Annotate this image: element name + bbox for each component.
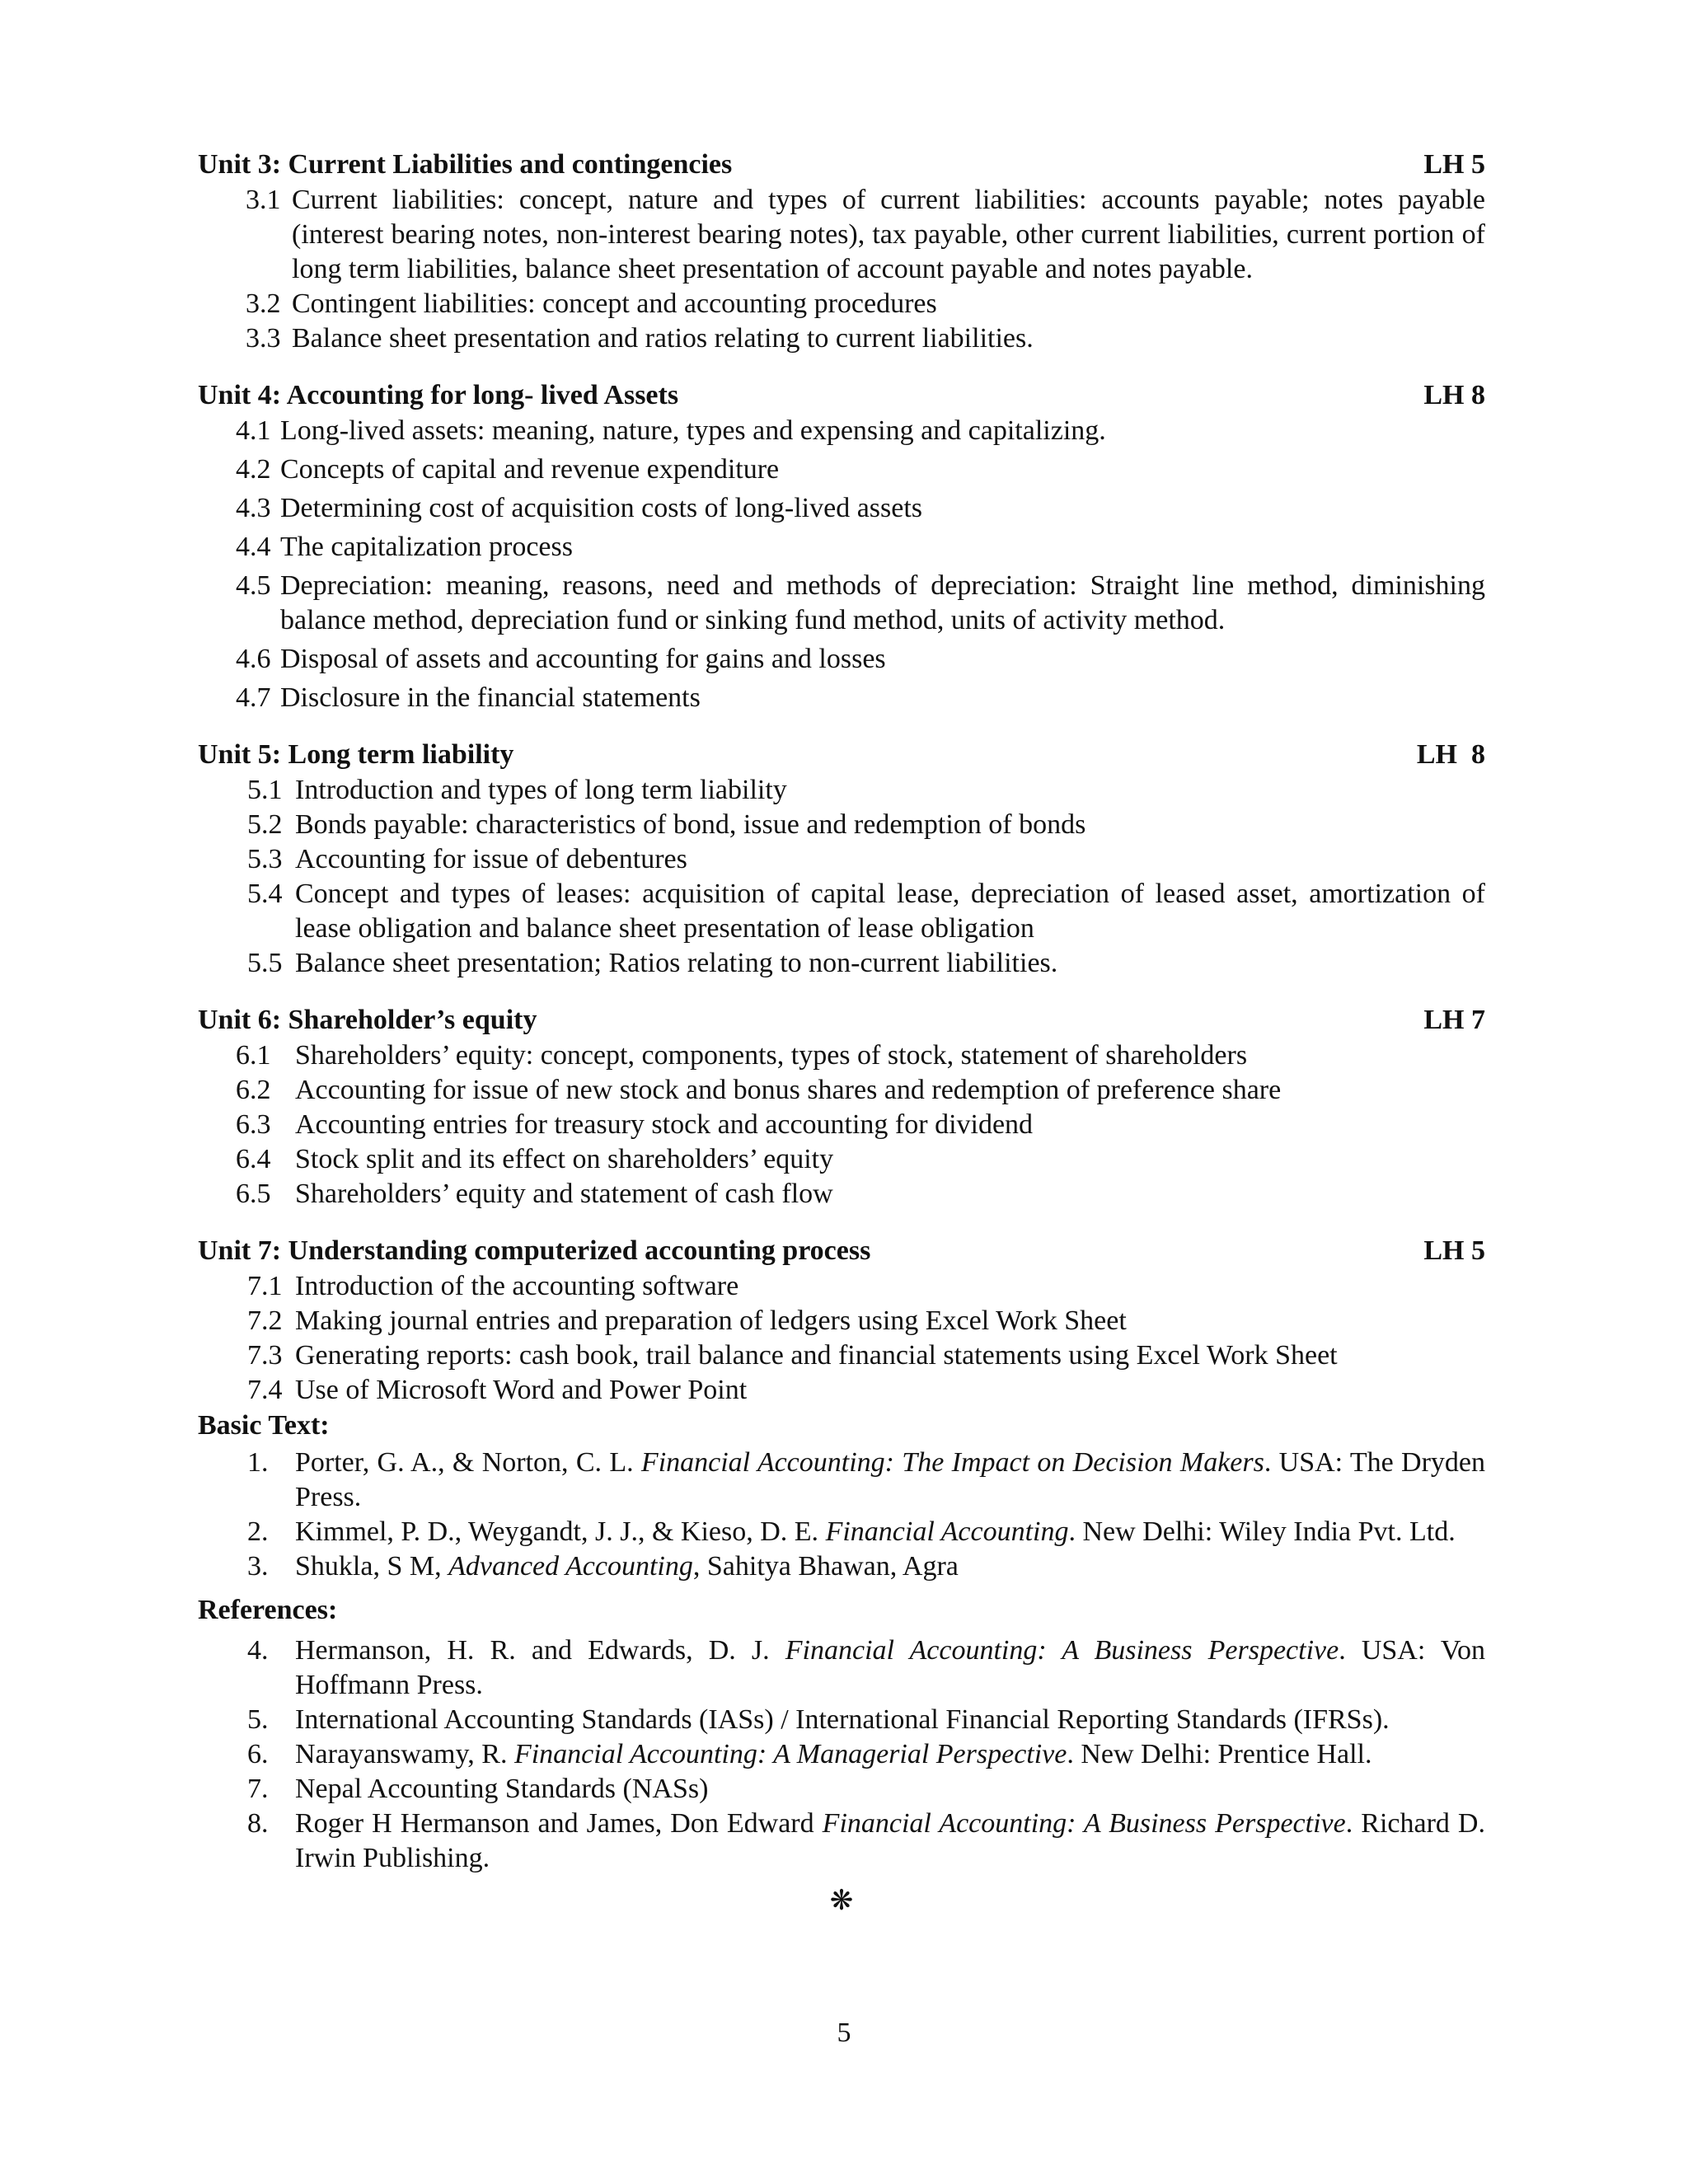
item-text: Shareholders’ equity and statement of cash flow [295,1179,833,1209]
citation [295,1807,1485,1876]
unit-heading [198,737,1485,773]
citation-title: Financial Accounting: A Managerial Perspective [513,1739,1067,1769]
list-item [198,1737,1485,1772]
list-item [198,1073,1485,1108]
item-number: 4.3 [236,493,271,523]
citation [295,1446,1485,1515]
item-number: 7.1 [247,1271,283,1301]
citation [295,1737,1485,1772]
list-item [198,1446,1485,1515]
list-item [198,1549,1485,1584]
document-page [198,147,1485,1917]
citation [295,1515,1485,1549]
unit-heading [198,1002,1485,1038]
item-number: 5. [247,1704,269,1735]
item-text: Generating reports: cash book, trail balance and financial statements using Excel Work Sheet [295,1340,1338,1371]
item-number: 6.2 [236,1075,271,1105]
citation-authors: Porter, G. A., & Norton, C. L. [295,1447,641,1478]
unit-title: Unit 5: Long term liability [198,739,514,770]
item-number: 6.3 [236,1109,271,1140]
unit-heading [198,1233,1485,1269]
citation-title: Financial Accounting: A Business Perspective [822,1808,1346,1839]
item-number: 6.4 [236,1144,271,1174]
list-item [198,1338,1485,1373]
list-item [198,321,1485,356]
item-text: Depreciation: meaning, reasons, need and methods of depreciation: Straight line method, diminishing balance method, depreciation fund or sinking fund method, units of activity method. [280,570,1485,635]
item-number: 4.1 [236,415,271,446]
item-number: 4.2 [236,454,271,485]
item-text: Concept and types of leases: acquisition of capital lease, depreciation of leased asset, amortization of lease obligation and balance sheet presentation of lease obligation [295,879,1485,944]
item-text: Balance sheet presentation and ratios relating to current liabilities. [292,323,1034,354]
list-item [198,530,1485,565]
citation-publisher: . New Delhi: Prentice Hall. [1067,1739,1372,1769]
item-number: 2. [247,1516,269,1547]
lecture-hours: LH 7 [1423,1005,1485,1035]
item-text: Shareholders’ equity: concept, components, types of stock, statement of shareholders [295,1040,1248,1071]
item-text: Long-lived assets: meaning, nature, types and expensing and capitalizing. [280,415,1106,446]
item-number: 5.4 [247,879,283,909]
unit-7-section [198,1233,1485,1408]
item-text: Current liabilities: concept, nature and types of current liabilities: accounts payable; notes payable (interest bearing notes, non-interest bearing notes), tax payable, other current liabilities, current portion of long term liabilities, balance sheet presentation of account payable and notes payable. [292,185,1485,284]
item-number: 7.4 [247,1375,283,1405]
citation-publisher: , Sahitya Bhawan, Agra [692,1551,959,1582]
item-text: Contingent liabilities: concept and accounting procedures [292,288,937,319]
lecture-hours: LH 5 [1423,1235,1485,1266]
item-text: Accounting for issue of new stock and bonus shares and redemption of preference share [295,1075,1282,1105]
unit-heading [198,147,1485,183]
citation [295,1703,1485,1737]
unit-4-section [198,377,1485,715]
references-list [198,1633,1485,1876]
list-item [198,1304,1485,1338]
list-item [198,1177,1485,1212]
basic-text-list [198,1446,1485,1584]
citation-publisher: . Richard D. Irwin Publishing. [295,1808,1485,1873]
list-item [198,773,1485,808]
unit-3-section [198,147,1485,356]
citation-title: Financial Accounting [825,1516,1069,1547]
ornament-icon: ❋ [829,1886,854,1916]
list-item [198,287,1485,321]
item-text: The capitalization process [280,532,573,562]
unit-6-section [198,1002,1485,1212]
list-item [198,183,1485,287]
unit-title: Unit 3: Current Liabilities and contingencies [198,149,733,180]
list-item [198,1633,1485,1703]
citation-publisher: . USA: The Dryden Press. [295,1447,1485,1512]
item-number: 7.3 [247,1340,283,1371]
item-number: 6.5 [236,1179,271,1209]
unit-title: Unit 4: Accounting for long- lived Assets [198,380,679,410]
item-number: 5.2 [247,809,283,840]
item-number: 6. [247,1739,269,1769]
citation [295,1633,1485,1703]
list-item [198,1703,1485,1737]
item-number: 4. [247,1635,269,1666]
item-text: Bonds payable: characteristics of bond, issue and redemption of bonds [295,809,1086,840]
list-item [198,1807,1485,1876]
list-item [198,1108,1485,1142]
list-item [198,569,1485,638]
item-text: Introduction and types of long term liability [295,775,787,805]
item-number: 4.7 [236,682,271,713]
item-text: Accounting entries for treasury stock and accounting for dividend [295,1109,1034,1140]
item-text: Disclosure in the financial statements [280,682,701,713]
item-number: 7.2 [247,1305,283,1336]
citation [295,1772,1485,1807]
lecture-hours: LH 5 [1423,149,1485,180]
item-number: 6.1 [236,1040,271,1071]
citation-authors: Hermanson, H. R. and Edwards, D. J. [295,1635,785,1666]
list-item [198,946,1485,981]
citation-title: Advanced Accounting [448,1551,693,1582]
item-text: Use of Microsoft Word and Power Point [295,1375,748,1405]
citation [295,1549,1485,1584]
item-text: Stock split and its effect on shareholders’ equity [295,1144,834,1174]
list-item [198,1038,1485,1073]
item-number: 3. [247,1551,269,1582]
item-number: 3.3 [246,323,281,354]
item-text: Making journal entries and preparation of ledgers using Excel Work Sheet [295,1305,1127,1336]
item-number: 3.2 [246,288,281,319]
list-item [198,1373,1485,1408]
item-text: Balance sheet presentation; Ratios relating to non-current liabilities. [295,948,1058,978]
item-number: 4.5 [236,570,271,601]
references-heading: References: [198,1595,338,1625]
list-item [198,877,1485,946]
citation-authors: Shukla, S M, [295,1551,449,1582]
item-number: 4.6 [236,644,271,674]
item-text: Concepts of capital and revenue expenditure [280,454,780,485]
unit-title: Unit 7: Understanding computerized accounting process [198,1235,871,1266]
list-item [198,1269,1485,1304]
citation-publisher: . USA: Von Hoffmann Press. [295,1635,1485,1700]
citation-title: Financial Accounting: The Impact on Decision Makers [640,1447,1264,1478]
item-number: 4.4 [236,532,271,562]
item-number: 7. [247,1774,269,1804]
citation-authors: Roger H Hermanson and James, Don Edward [295,1808,823,1839]
list-item [198,414,1485,448]
lecture-hours: LH 8 [1416,739,1485,770]
unit-5-section [198,737,1485,981]
item-text: Determining cost of acquisition costs of long-lived assets [280,493,923,523]
unit-heading [198,377,1485,414]
item-text: Introduction of the accounting software [295,1271,739,1301]
item-number: 5.1 [247,775,283,805]
list-item [198,1772,1485,1807]
list-item [198,842,1485,877]
citation-authors: Kimmel, P. D., Weygandt, J. J., & Kieso, D. E. [295,1516,826,1547]
item-number: 1. [247,1447,269,1478]
list-item [198,452,1485,487]
citation-authors: Nepal Accounting Standards (NASs) [295,1774,709,1804]
list-item [198,1142,1485,1177]
citation-authors: Narayanswamy, R. [295,1739,514,1769]
basic-text-heading: Basic Text: [198,1410,330,1441]
list-item [198,491,1485,526]
citation-authors: International Accounting Standards (IASs) / International Financial Reporting Standards (IFRSs). [295,1704,1390,1735]
list-item [198,808,1485,842]
list-item [198,642,1485,677]
item-text: Disposal of assets and accounting for gains and losses [280,644,886,674]
page-number: 5 [837,2018,851,2048]
item-number: 5.3 [247,844,283,874]
list-item [198,681,1485,715]
item-number: 5.5 [247,948,283,978]
unit-title: Unit 6: Shareholder’s equity [198,1005,537,1035]
lecture-hours: LH 8 [1423,380,1485,410]
citation-publisher: . New Delhi: Wiley India Pvt. Ltd. [1068,1516,1456,1547]
item-text: Accounting for issue of debentures [295,844,687,874]
item-number: 3.1 [246,185,281,215]
item-number: 8. [247,1808,269,1839]
list-item [198,1515,1485,1549]
citation-title: Financial Accounting: A Business Perspective [785,1635,1339,1666]
